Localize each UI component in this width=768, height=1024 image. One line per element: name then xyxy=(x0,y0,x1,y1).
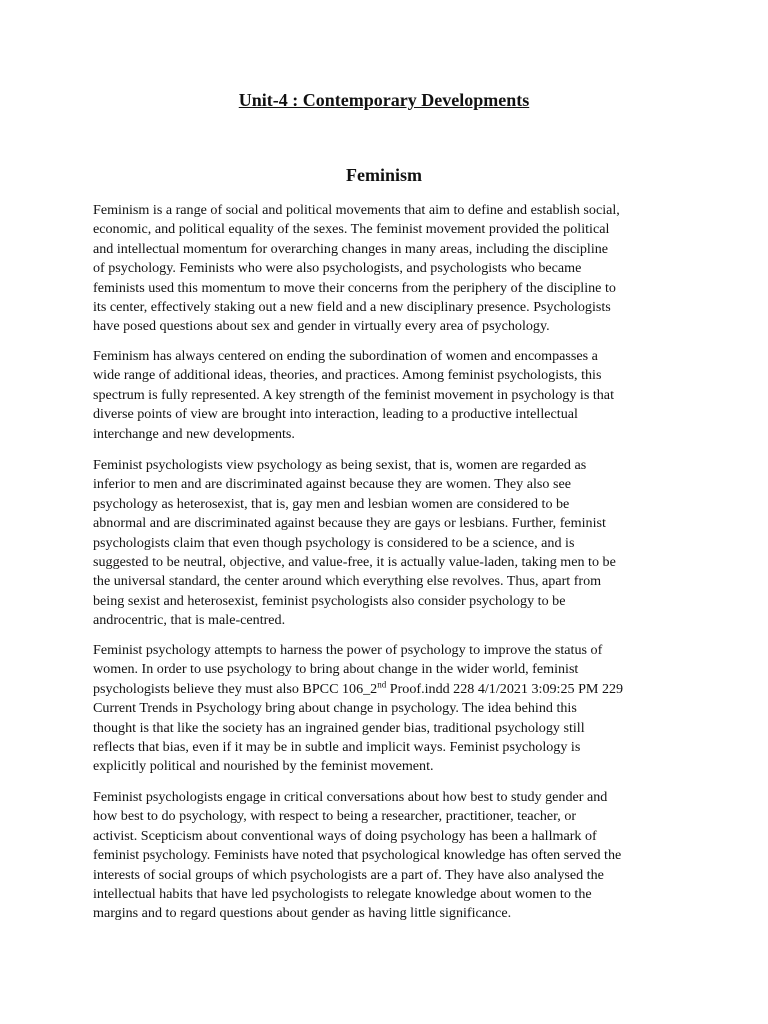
text-line: being sexist and heterosexist, feminist psychologists also consider psychology to be xyxy=(93,592,566,609)
text-line: psychologists claim that even though psychology is considered to be a science, and is xyxy=(93,534,575,551)
text-line: margins and to regard questions about gender as having little significance. xyxy=(93,905,512,922)
paragraph-1 xyxy=(93,201,679,337)
text-line: interchange and new developments. xyxy=(93,425,295,442)
text-fragment: psychologists believe they must also BPCC 106_2 xyxy=(93,680,378,697)
text-line-with-superscript xyxy=(93,680,679,699)
text-line: women. In order to use psychology to bring about change in the wider world, feminist xyxy=(93,661,579,678)
text-line: inferior to men and are discriminated against because they are women. They also see xyxy=(93,476,571,493)
text-line: and intellectual momentum for overarching changes in many areas, including the discipline xyxy=(93,240,609,257)
text-line: its center, effectively staking out a new field and a new disciplinary presence. Psychologists xyxy=(93,299,611,316)
unit-title: Unit-4 : Contemporary Developments xyxy=(238,90,530,110)
section-title: Feminism xyxy=(346,165,422,185)
text-line: explicitly political and nourished by the feminist movement. xyxy=(93,758,434,775)
text-line: psychology as heterosexist, that is, gay men and lesbian women are considered to be xyxy=(93,495,570,512)
text-line: Current Trends in Psychology bring about change in psychology. The idea behind this xyxy=(93,700,577,717)
text-line: spectrum is fully represented. A key strength of the feminist movement in psychology is that xyxy=(93,386,614,403)
text-line: Feminism is a range of social and political movements that aim to define and establish social, xyxy=(93,202,620,218)
text-line: the universal standard, the center around which everything else revolves. Thus, apart from xyxy=(93,573,602,590)
text-line: interests of social groups of which psychologists are a part of. They have also analysed the xyxy=(93,866,604,883)
text-line: feminist psychology. Feminists have noted that psychological knowledge has often served the xyxy=(93,847,622,864)
paragraph-5 xyxy=(93,788,679,924)
text-line: intellectual habits that have led psychologists to relegate knowledge about women to the xyxy=(93,886,592,903)
text-line: reflects that bias, even if it may be in subtle and implicit ways. Feminist psychology is xyxy=(93,739,581,756)
text-line: feminists used this momentum to move their concerns from the periphery of the discipline to xyxy=(93,279,616,296)
text-line: Feminist psychology attempts to harness the power of psychology to improve the status of xyxy=(93,642,603,658)
text-line: suggested to be neutral, objective, and value-free, it is actually value-laden, taking men to be xyxy=(93,554,616,571)
paragraph-3 xyxy=(93,456,679,631)
text-line: Feminism has always centered on ending the subordination of women and encompasses a xyxy=(93,348,598,364)
text-line: have posed questions about sex and gender in virtually every area of psychology. xyxy=(93,318,550,335)
text-line: economic, and political equality of the sexes. The feminist movement provided the political xyxy=(93,221,610,238)
text-line: wide range of additional ideas, theories, and practices. Among feminist psychologists, this xyxy=(93,367,602,384)
text-line: diverse points of view are brought into interaction, leading to a productive intellectual xyxy=(93,406,578,423)
paragraph-4 xyxy=(93,641,679,777)
text-line: thought is that like the society has an ingrained gender bias, traditional psychology still xyxy=(93,719,585,736)
text-line: of psychology. Feminists who were also psychologists, and psychologists who became xyxy=(93,260,582,277)
text-line: activist. Scepticism about conventional ways of doing psychology has been a hallmark of xyxy=(93,827,597,844)
text-line: how best to do psychology, with respect to being a researcher, practitioner, teacher, or xyxy=(93,808,577,825)
text-line: Feminist psychologists engage in critical conversations about how best to study gender and xyxy=(93,789,608,805)
text-line: Feminist psychologists view psychology as being sexist, that is, women are regarded as xyxy=(93,457,587,473)
text-line: abnormal and are discriminated against because they are gays or lesbians. Further, feminist xyxy=(93,515,606,532)
paragraph-2 xyxy=(93,347,679,444)
text-fragment: Proof.indd 228 4/1/2021 3:09:25 PM 229 xyxy=(386,680,624,697)
text-line: androcentric, that is male-centred. xyxy=(93,612,286,629)
superscript: nd xyxy=(377,679,387,690)
